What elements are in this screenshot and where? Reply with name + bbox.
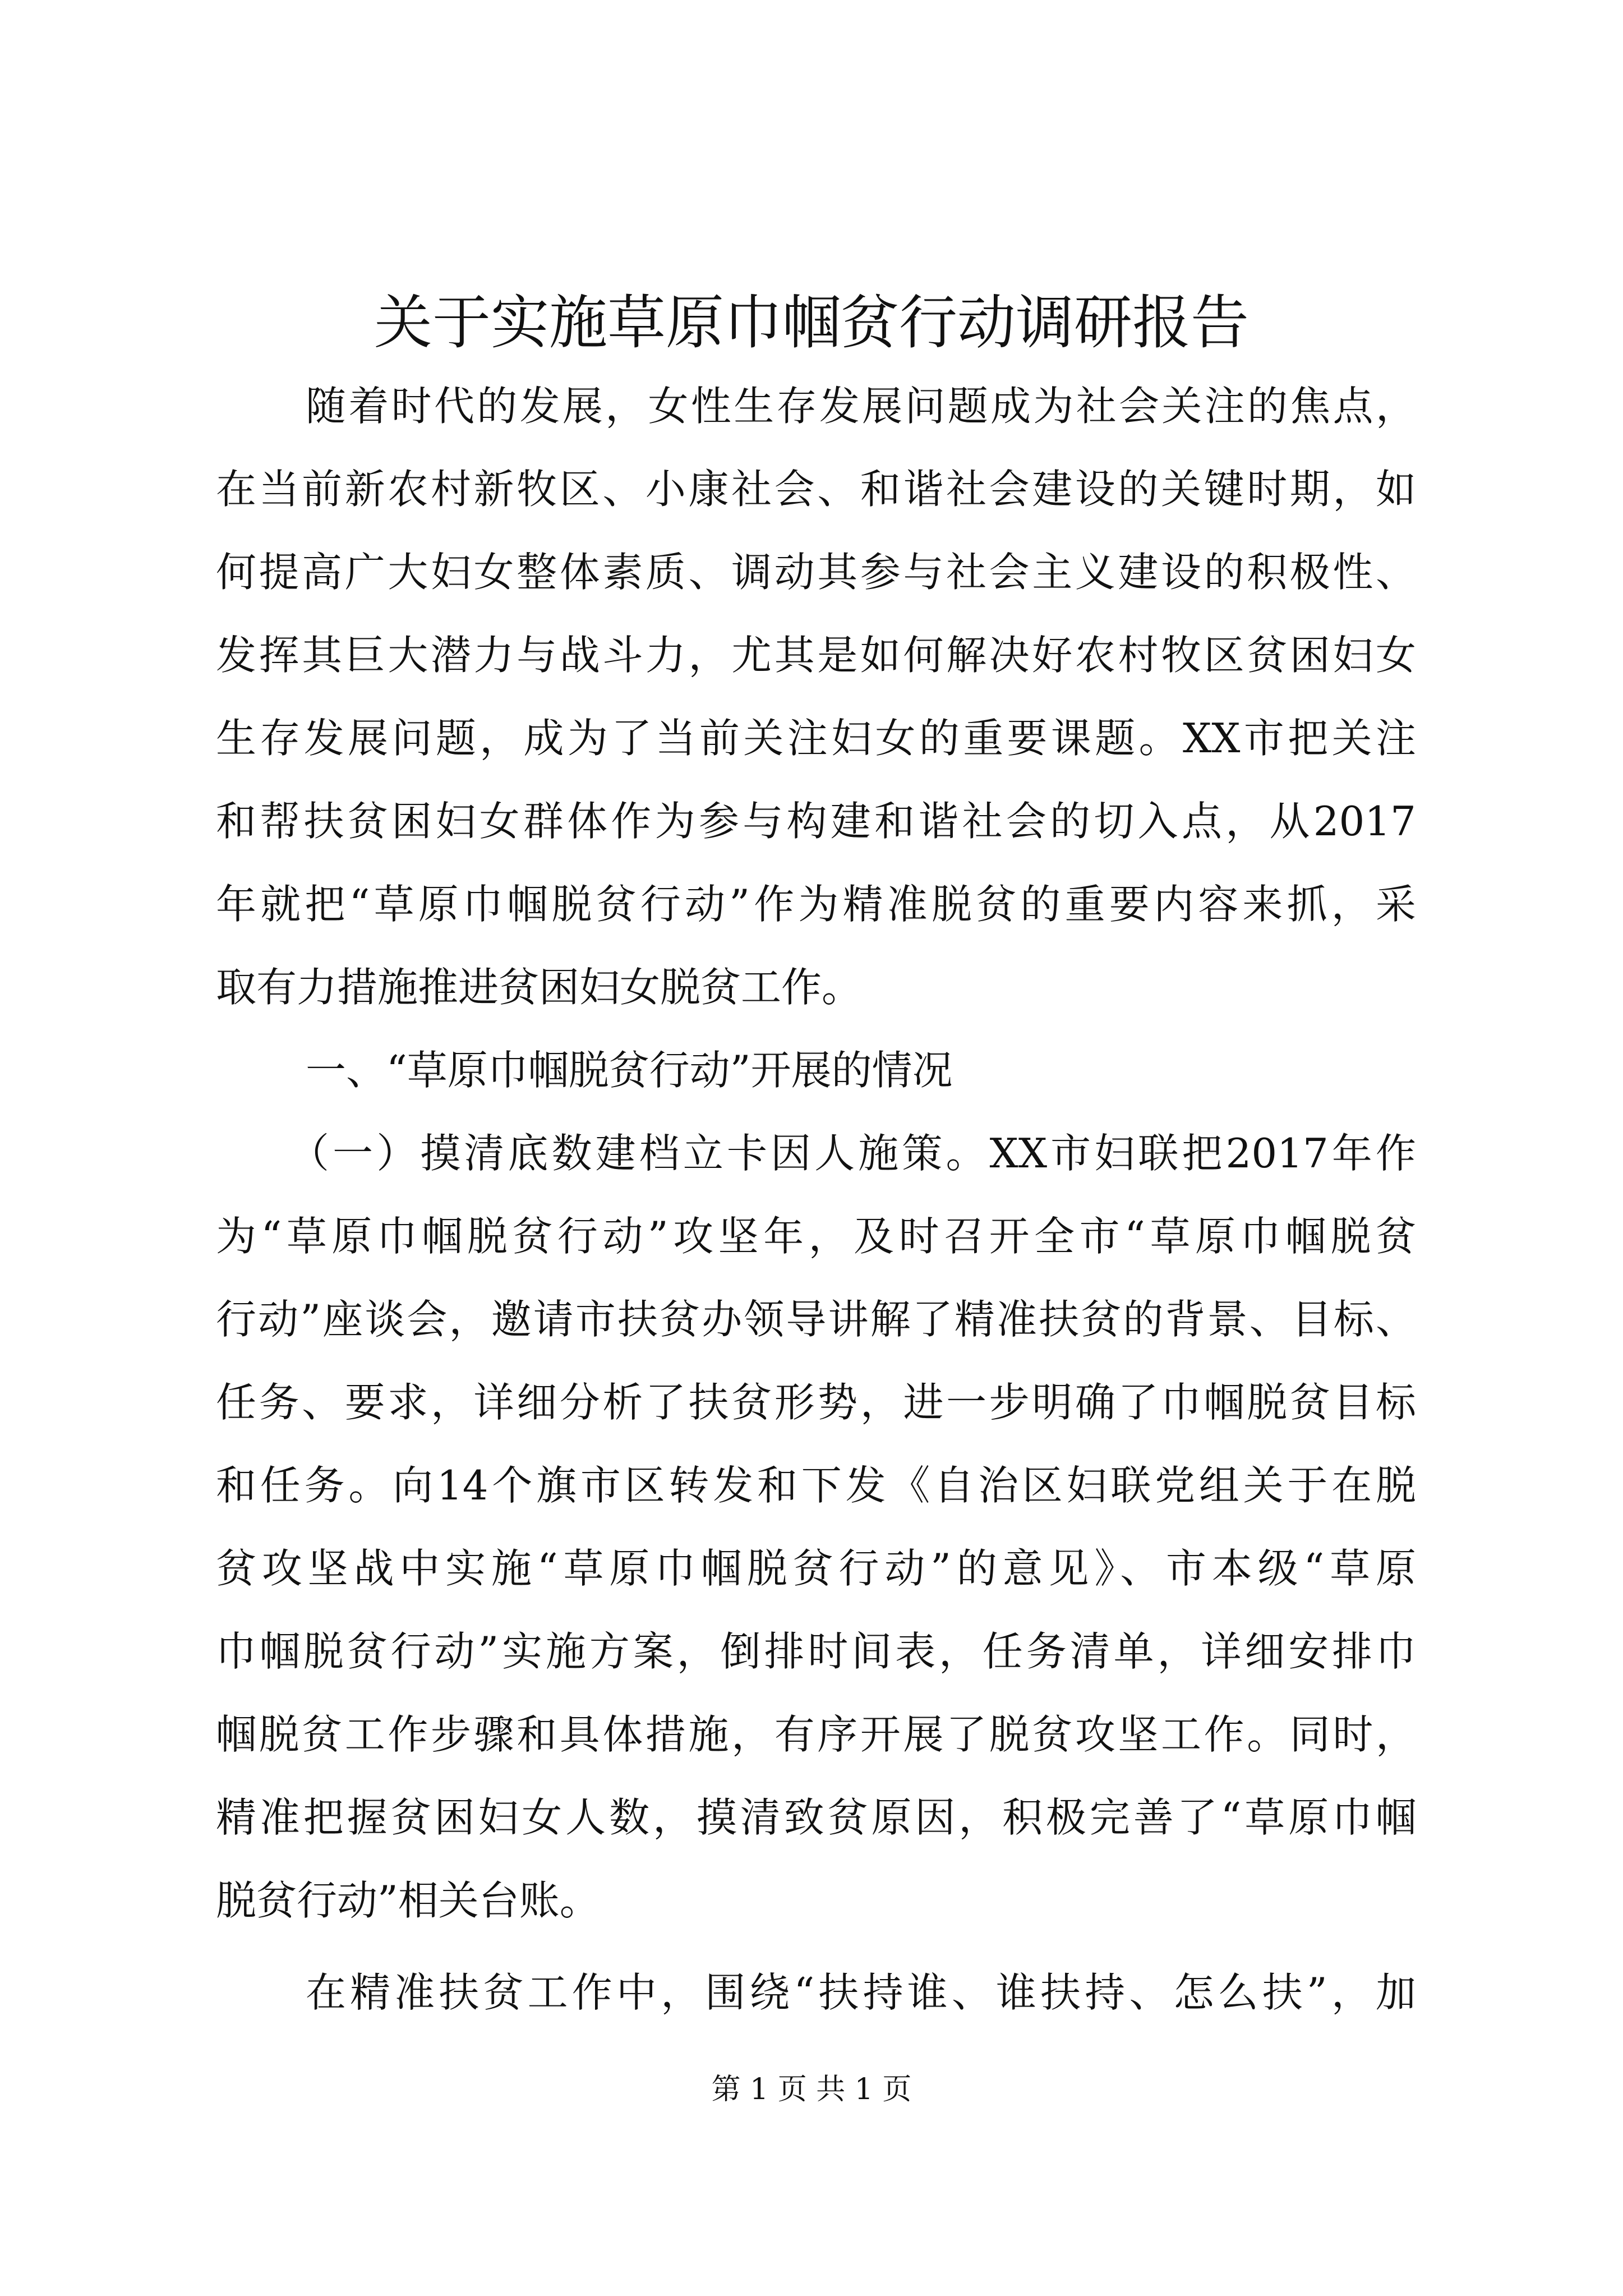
paragraph-line: 任务、要求，详细分析了扶贫形势，进一步明确了巾帼脱贫目标 — [216, 1379, 1416, 1426]
paragraph-line: 为“草原巾帼脱贫行动”攻坚年，及时召开全市“草原巾帼脱贫 — [216, 1213, 1416, 1260]
paragraph-line: 何提高广大妇女整体素质、调动其参与社会主义建设的积极性、 — [216, 549, 1416, 596]
paragraph-line: （一）摸清底数建档立卡因人施策。XX市妇联把2017年作 — [289, 1130, 1416, 1177]
document-body — [216, 365, 1416, 2034]
paragraph-line: 在当前新农村新牧区、小康社会、和谐社会建设的关键时期，如 — [216, 466, 1416, 513]
paragraph-line: 和任务。向14个旗市区转发和下发《自治区妇联党组关于在脱 — [216, 1462, 1416, 1509]
paragraph-line: 精准把握贫困妇女人数，摸清致贫原因，积极完善了“草原巾帼 — [216, 1794, 1416, 1841]
paragraph-line: 和帮扶贫困妇女群体作为参与构建和谐社会的切入点，从2017 — [216, 798, 1416, 845]
paragraph-line: 脱贫行动”相关台账。 — [216, 1877, 600, 1924]
paragraph-line: 巾帼脱贫行动”实施方案，倒排时间表，任务清单，详细安排巾 — [216, 1628, 1416, 1675]
paragraph-line: 贫攻坚战中实施“草原巾帼脱贫行动”的意见》、市本级“草原 — [216, 1545, 1416, 1592]
paragraph-line: 随着时代的发展，女性生存发展问题成为社会关注的焦点， — [306, 383, 1416, 430]
paragraph-line: 帼脱贫工作步骤和具体措施，有序开展了脱贫攻坚工作。同时， — [216, 1711, 1416, 1758]
section-heading: 一、“草原巾帼脱贫行动”开展的情况 — [306, 1047, 953, 1094]
page-number-footer: 第 1 页 共 1 页 — [711, 2073, 912, 2106]
paragraph-line: 年就把“草原巾帼脱贫行动”作为精准脱贫的重要内容来抓，采 — [216, 881, 1416, 928]
paragraph-line: 取有力措施推进贫困妇女脱贫工作。 — [216, 964, 863, 1011]
paragraph-line: 发挥其巨大潜力与战斗力，尤其是如何解决好农村牧区贫困妇女 — [216, 632, 1416, 679]
paragraph-line: 行动”座谈会，邀请市扶贫办领导讲解了精准扶贫的背景、目标、 — [216, 1296, 1416, 1343]
document-title: 关于实施草原巾帼贫行动调研报告 — [374, 288, 1249, 357]
paragraph-gap — [216, 1942, 1416, 1951]
paragraph-line: 在精准扶贫工作中，围绕“扶持谁、谁扶持、怎么扶”，加 — [306, 1969, 1416, 2016]
paragraph-line: 生存发展问题，成为了当前关注妇女的重要课题。XX市把关注 — [216, 715, 1416, 762]
